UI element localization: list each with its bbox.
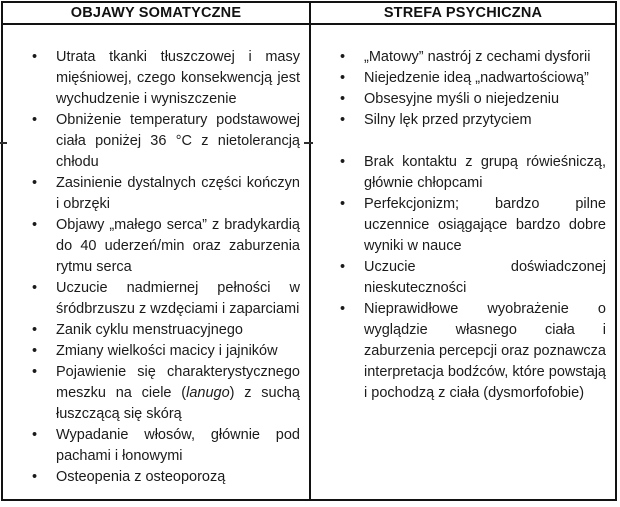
scan-artifact-tick xyxy=(304,142,313,144)
bullet-icon: • xyxy=(32,343,38,359)
psychic-symptoms-list xyxy=(337,47,606,404)
list-item: • Utrata tkanki tłuszczowej i masy mięśniowej, czego konsekwencją jest wychudzenie i wyniszczenie xyxy=(32,49,300,107)
list-item: • Zanik cyklu menstruacyjnego xyxy=(29,320,300,341)
list-item: • Objawy „małego serca” z bradykardią do 40 uderzeń/min oraz zaburzenia rytmu serca xyxy=(32,217,300,275)
scan-artifact-tick xyxy=(0,142,7,144)
bullet-icon: • xyxy=(340,70,346,86)
column-header-psychic: STREFA PSYCHICZNA xyxy=(311,3,615,25)
somatic-symptoms-list xyxy=(29,47,300,488)
bullet-icon: • xyxy=(32,322,38,338)
bullet-icon: • xyxy=(32,280,38,296)
bullet-icon: • xyxy=(32,49,38,65)
list-item: • Wypadanie włosów, głównie pod pachami i łonowymi xyxy=(32,427,300,464)
bullet-icon: • xyxy=(32,469,38,485)
list-item: • Zasinienie dystalnych części kończyn i obrzęki xyxy=(32,175,300,212)
list-item: • Uczucie nadmiernej pełności w śródbrzuszu z wzdęciami i zaparciami xyxy=(32,280,300,317)
list-item: • Brak kontaktu z grupą rówieśniczą, głównie chłopcami xyxy=(340,154,606,191)
item-text-italic: lanugo xyxy=(186,385,230,401)
column-body-somatic xyxy=(3,25,309,499)
list-item: • Zmiany wielkości macicy i jajników xyxy=(29,341,300,362)
list-item: • Perfekcjonizm; bardzo pilne uczennice osiągające bardzo dobre wyniki w nauce xyxy=(340,196,606,254)
list-item: • Obsesyjne myśli o niejedzeniu xyxy=(337,89,606,110)
list-item: • Niejedzenie ideą „nadwartościową” xyxy=(337,68,606,89)
bullet-icon: • xyxy=(32,427,38,443)
bullet-icon: • xyxy=(32,364,38,380)
column-psychic xyxy=(311,3,615,499)
item-text-pre: Pojawienie się charakterystycznego meszku na ciele ( xyxy=(56,364,300,401)
column-header-somatic: OBJAWY SOMATYCZNE xyxy=(3,3,309,25)
bullet-icon: • xyxy=(32,217,38,233)
bullet-icon: • xyxy=(340,196,346,212)
list-item: • Nieprawidłowe wyobrażenie o wyglądzie własnego ciała i zaburzenia percepcji oraz poznawcza interpretacja bodźców, które powstają i pochodzą z ciała (dysmorfofobie) xyxy=(340,301,606,401)
list-item: • Uczucie doświadczonej nieskuteczności xyxy=(340,259,606,296)
column-body-psychic xyxy=(311,25,615,499)
bullet-icon: • xyxy=(340,259,346,275)
bullet-icon: • xyxy=(340,91,346,107)
bullet-icon: • xyxy=(32,112,38,128)
list-item xyxy=(29,362,300,425)
symptoms-table xyxy=(1,1,617,501)
list-item: • „Matowy” nastrój z cechami dysforii xyxy=(337,47,606,68)
bullet-icon: • xyxy=(340,49,346,65)
column-somatic xyxy=(3,3,311,499)
item-text-post: ) z suchą łuszczącą się skórą xyxy=(56,385,300,422)
bullet-icon: • xyxy=(340,112,346,128)
bullet-icon: • xyxy=(340,154,346,170)
bullet-icon: • xyxy=(340,301,346,317)
list-item: • Obniżenie temperatury podstawowej ciała poniżej 36 °C z nietolerancją chłodu xyxy=(32,112,300,170)
bullet-icon: • xyxy=(32,175,38,191)
list-item: • Silny lęk przed przytyciem xyxy=(337,110,606,131)
list-item: • Osteopenia z osteoporozą xyxy=(29,467,300,488)
